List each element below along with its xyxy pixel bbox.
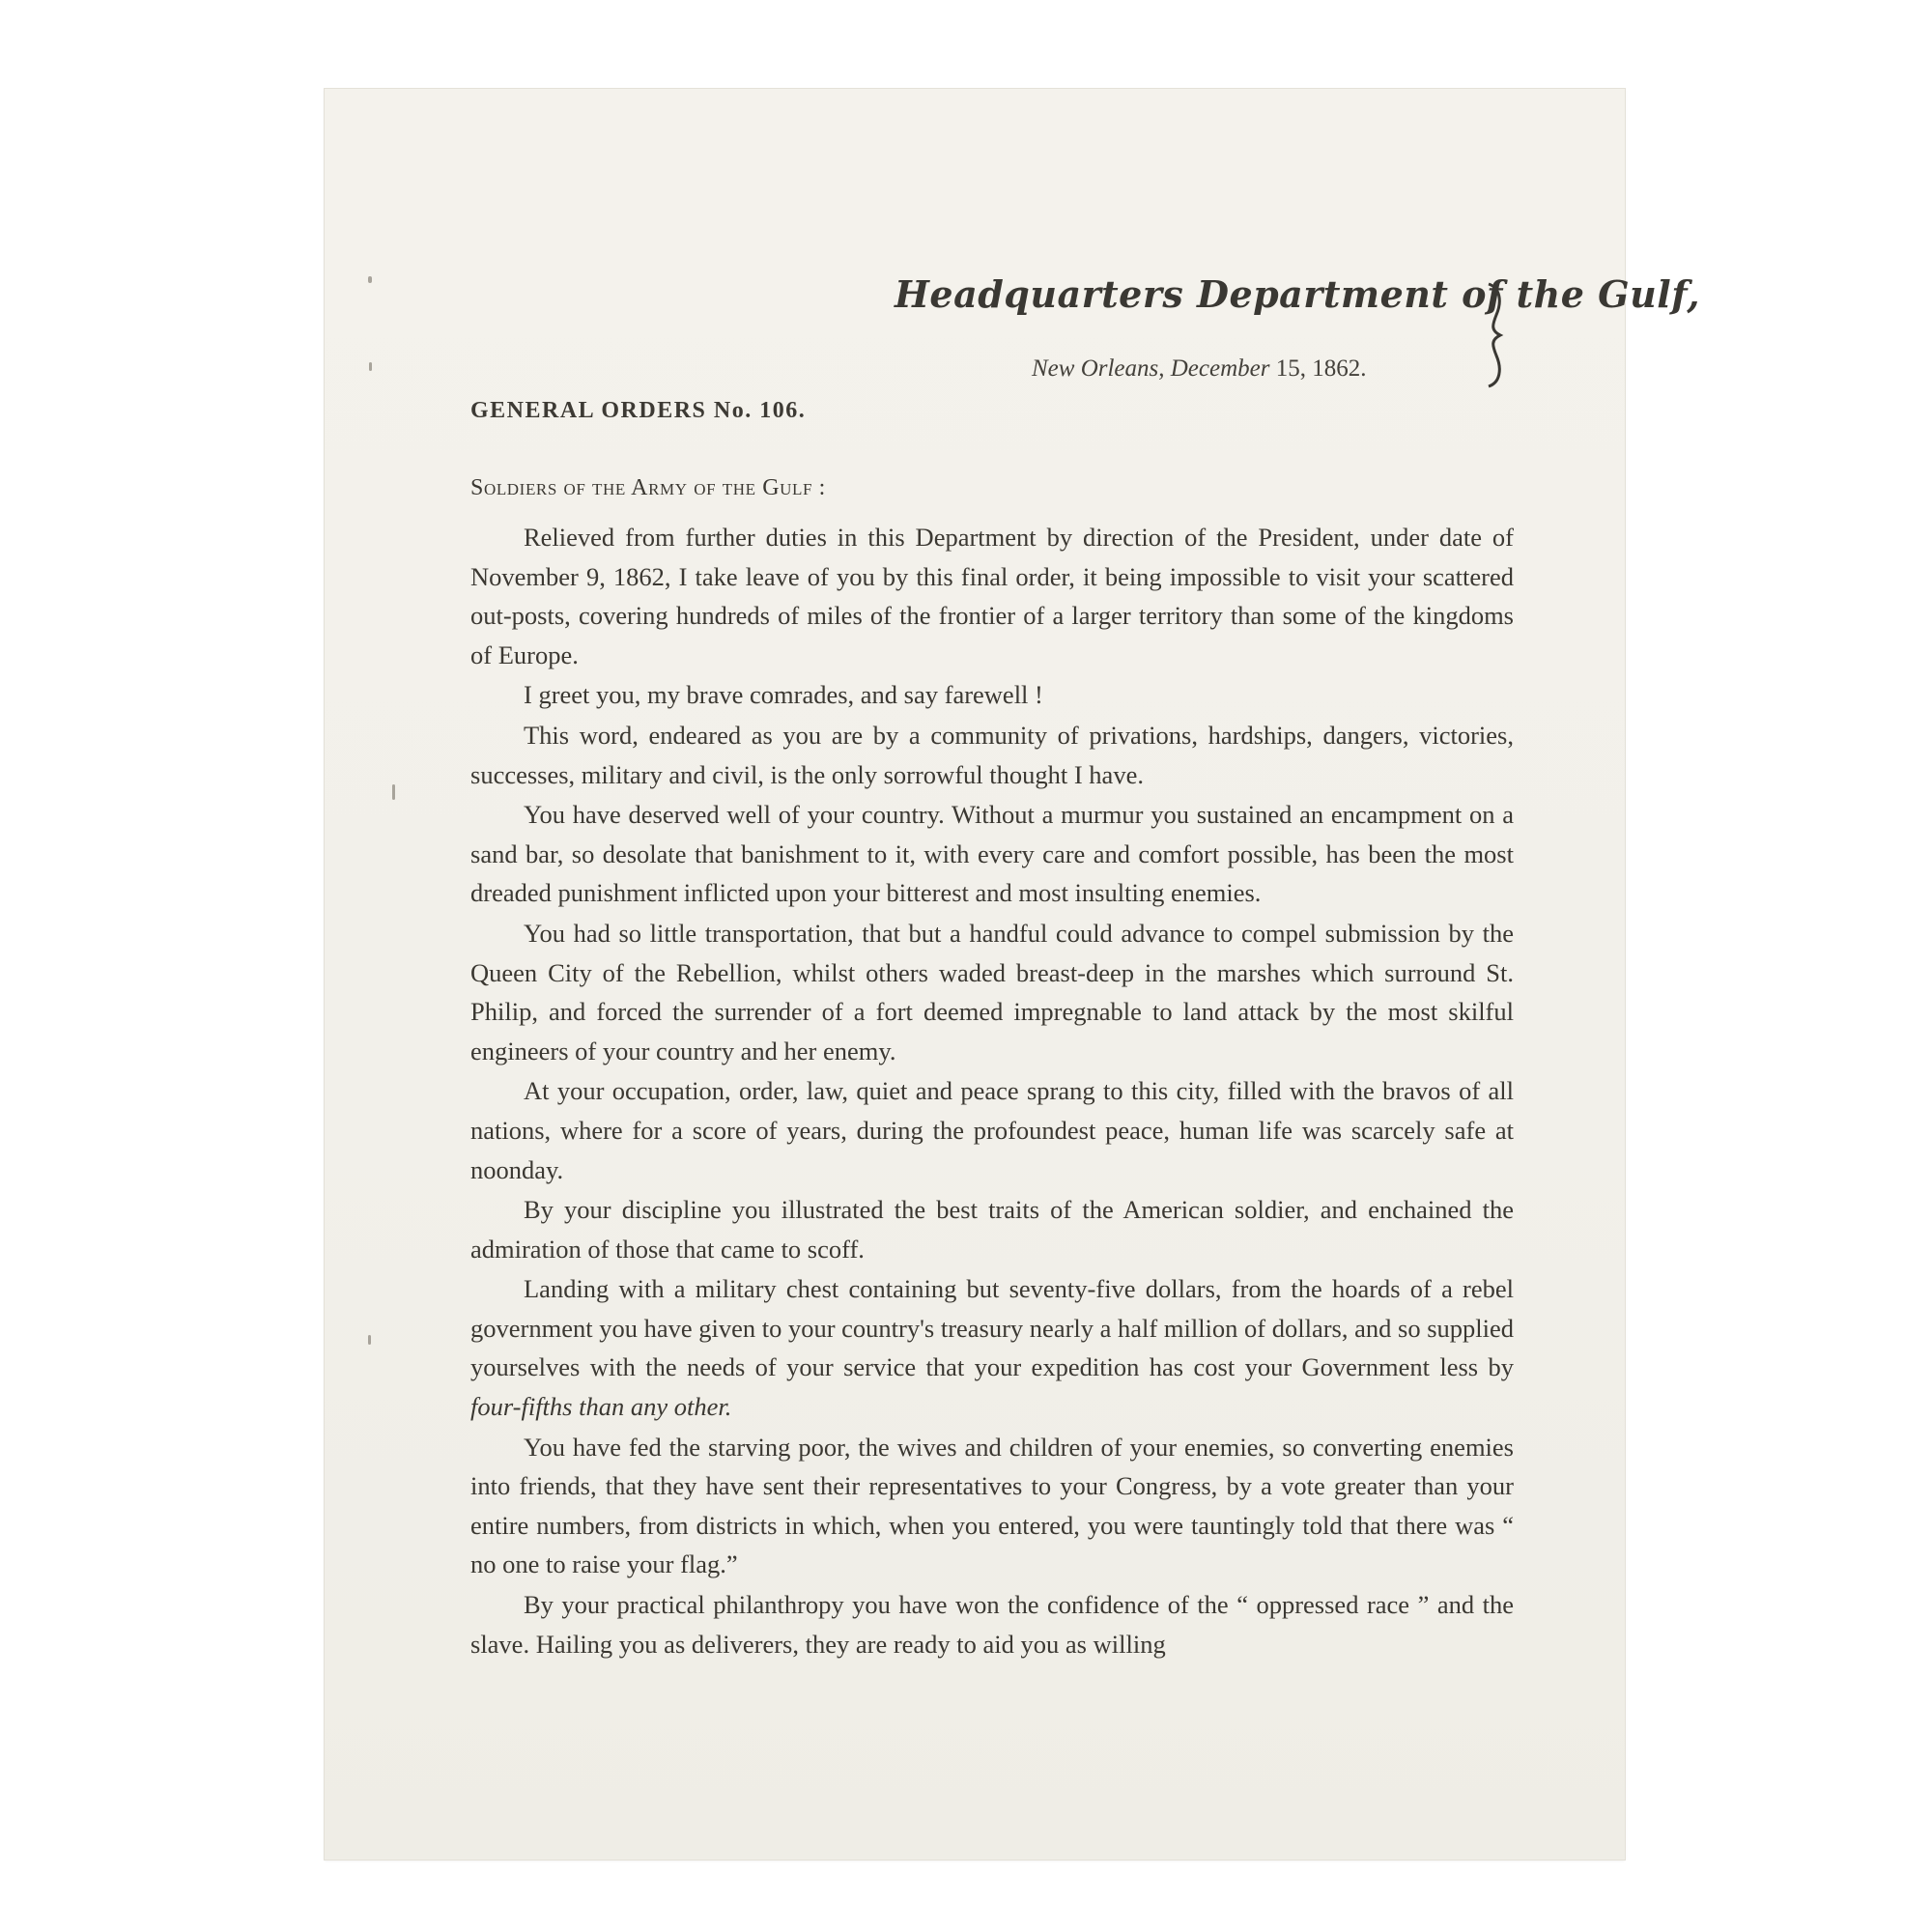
place-and-date [1032,355,1366,383]
paragraph: This word, endeared as you are by a community of privations, hardships, dangers, victories, successes, military and civil, is the only sorrowful thought I have. [470,720,1514,789]
order-body [470,518,1514,1664]
date: 15, 1862. [1275,355,1367,382]
paragraph: You had so little transportation, that but a handful could advance to compel submission by the Queen City of the Rebellion, whilst others waded breast-deep in the marshes which surround St. Philip, and forced the surrender of a fort deemed impregnable to land attack by the most skilful engineers of your country and her enemy. [470,918,1514,1065]
binding-mark [368,276,372,283]
binding-mark [392,784,395,800]
paragraph: You have fed the starving poor, the wives and children of your enemies, so converting enemies into friends, that they have sent their representatives to your Congress, by a vote greater than your entire numbers, from districts in which, when you entered, you were tauntingly told that there was “ no one to raise your flag.” [470,1432,1514,1579]
brace-icon [1481,282,1510,388]
document-page [325,89,1700,1860]
paragraph: Relieved from further duties in this Department by direction of the President, under date of November 9, 1862, I take leave of you by this final order, it being impossible to visit your scattered out-posts, covering hundreds of miles of the frontier of a larger territory than some of the kingdoms of Europe. [470,523,1514,669]
paragraph: At your occupation, order, law, quiet and peace sprang to this city, filled with the bravos of all nations, where for a score of years, during the profoundest peace, human life was scarcely safe at noonday. [470,1076,1514,1184]
paragraph: I greet you, my brave comrades, and say farewell ! [524,680,1043,710]
paragraph [470,1269,1514,1426]
paragraph: By your practical philanthropy you have won the confidence of the “ oppressed race ” and the slave. Hailing you as deliverers, they are ready to aid you as willing [470,1590,1514,1659]
general-orders-number: GENERAL ORDERS No. 106. [470,398,807,423]
paragraph: By your discipline you illustrated the best traits of the American soldier, and enchained the admiration of those that came to scoff. [470,1195,1514,1264]
department-heading: Headquarters Department of the Gulf, [895,272,1700,316]
place: New Orleans, December [1032,355,1270,382]
binding-mark [369,362,372,371]
binding-mark [368,1335,371,1345]
italic-phrase: four-fifths than any other. [470,1392,732,1422]
paragraph: You have deserved well of your country. Without a murmur you sustained an encampment on a sand bar, so desolate that banishment to it, with every care and comfort possible, has been the most dreaded punishment inflicted upon your bitterest and most insulting enemies. [470,800,1514,908]
salutation: Soldiers of the Army of the Gulf : [470,475,826,500]
paragraph-text: Landing with a military chest containing but seventy-five dollars, from the hoards of a rebel government you have given to your country's treasury nearly a half million of dollars, and so supplied yourselves with the needs of your service that your expedition has cost your Government less by [470,1274,1514,1382]
